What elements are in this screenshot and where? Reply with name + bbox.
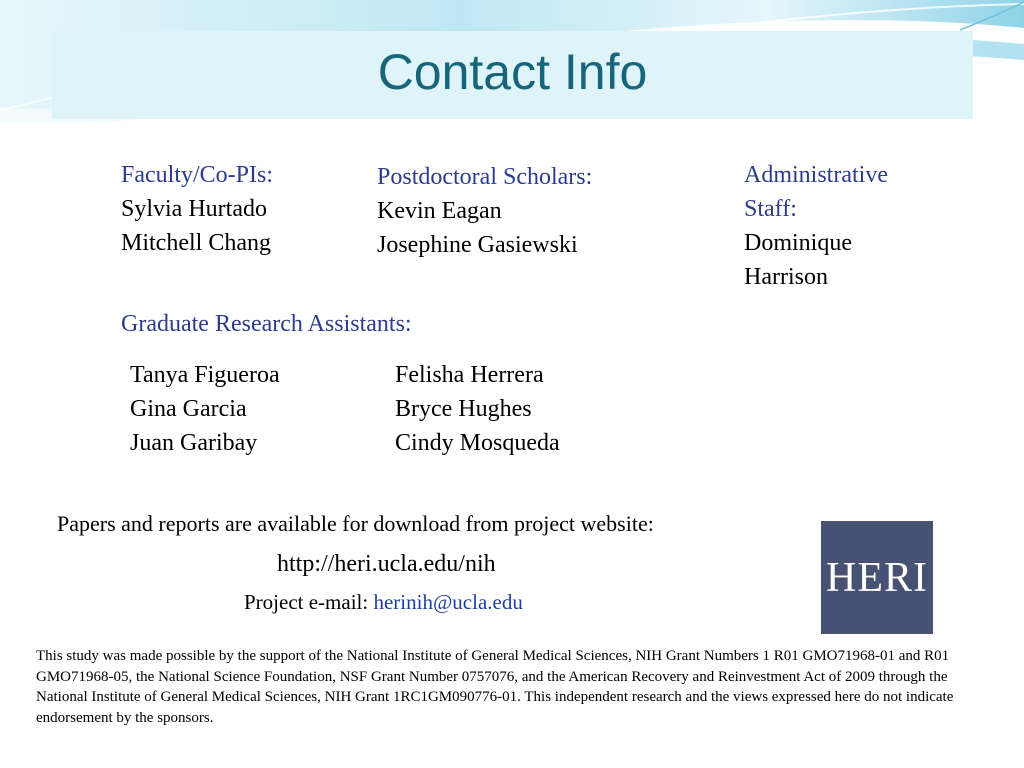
grad-column-1 [130,358,280,460]
email-line [244,588,523,616]
funding-footnote: This study was made possible by the support of the National Institute of General Medical Sciences, NIH Grant Numbers 1 R01 GMO71968-01 and R01 GMO71968-05, the National Science Foundation, NSF Grant Number 0757076, and the American Recovery and Reinvestment Act of 2009 through the National Institute of General Medical Sciences, NIH Grant 1RC1GM090776-01. This independent research and the views expressed here do not indicate endorsement by the sponsors. [36,648,954,726]
faculty-heading: Faculty/Co-PIs: [121,162,274,188]
admin-heading-line: Staff: [744,196,797,222]
postdoc-name: Josephine Gasiewski [377,232,578,258]
admin-heading-line: Administrative [744,162,888,188]
downloads-text: Papers and reports are available for download from project website: [57,511,654,536]
title-box [52,31,973,119]
page-title: Contact Info [377,44,648,100]
faculty-name: Mitchell Chang [121,230,271,256]
grad-name: Juan Garibay [130,430,258,456]
grad-name: Cindy Mosqueda [395,430,560,456]
heri-logo-text: HERI [826,554,928,601]
postdoc-name: Kevin Eagan [377,198,502,224]
postdoc-heading: Postdoctoral Scholars: [377,164,593,190]
grad-heading: Graduate Research Assistants: [121,311,412,337]
admin-name-line: Harrison [744,264,828,290]
grad-name: Tanya Figueroa [130,362,280,388]
faculty-name: Sylvia Hurtado [121,196,267,222]
grad-name: Felisha Herrera [395,362,544,388]
website-url-link[interactable]: http://heri.ucla.edu/nih [277,551,496,577]
admin-section [744,158,944,294]
grad-name: Gina Garcia [130,396,247,422]
admin-name-line: Dominique [744,230,852,256]
postdoc-section [377,160,592,262]
grad-column-2 [395,358,560,460]
heri-logo [821,521,933,634]
grad-name: Bryce Hughes [395,396,532,422]
email-link[interactable]: herinih@ucla.edu [373,590,523,614]
email-label: Project e-mail: [244,590,374,614]
faculty-section [121,158,273,260]
